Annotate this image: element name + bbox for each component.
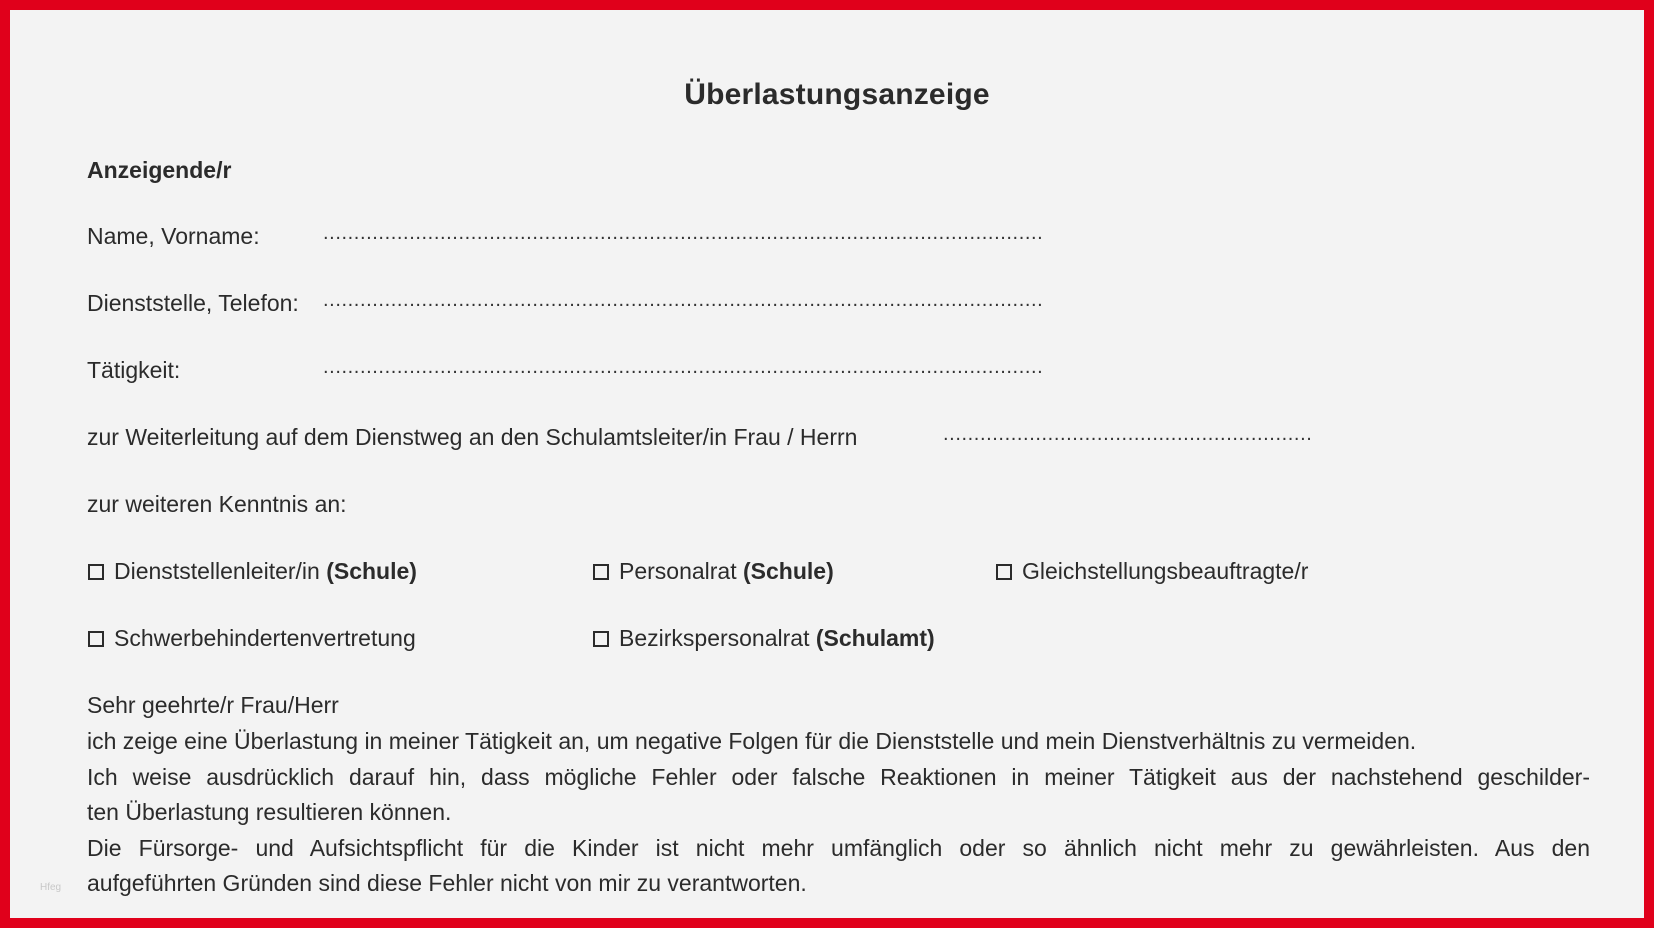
checkbox-label: Bezirkspersonalrat (619, 625, 816, 651)
paragraph-2-cont: ten Überlastung resultieren können. (87, 799, 452, 825)
forwarding-fill[interactable]: ............................................................ (943, 423, 1313, 445)
checkbox-gleichstellungsbeauftragte[interactable] (996, 557, 1308, 585)
letter-body (87, 724, 1590, 902)
document-title: Überlastungsanzeige (684, 78, 990, 111)
salutation: Sehr geehrte/r Frau/Herr (87, 692, 339, 718)
checkbox-bezirkspersonalrat[interactable] (593, 624, 935, 652)
checkbox-label: Personalrat (619, 558, 744, 584)
checkbox-label: Schwerbehindertenvertretung (114, 625, 416, 651)
field-name-fill[interactable]: ..................................................................................................................... (323, 222, 1044, 244)
paragraph-3: Die Fürsorge- und Aufsichtspflicht für die Kinder ist nicht mehr umfänglich oder so ähnlich nicht mehr zu gewährleisten. Aus den (87, 834, 1590, 861)
checkbox-box-icon[interactable] (996, 564, 1012, 580)
checkbox-box-icon[interactable] (88, 631, 104, 647)
checkbox-label: Gleichstellungsbeauftragte/r (1022, 558, 1309, 584)
paragraph-3-cont: aufgeführten Gründen sind diese Fehler nicht von mir zu verantworten. (87, 870, 807, 896)
paragraph-2: Ich weise ausdrücklich darauf hin, dass mögliche Fehler oder falsche Reaktionen in meiner Tätigkeit aus der nachstehend geschilder- (87, 763, 1590, 790)
field-office-fill[interactable]: ..................................................................................................................... (323, 289, 1044, 311)
checkbox-label-bold: (Schule) (326, 558, 417, 584)
checkbox-personalrat[interactable] (593, 557, 834, 585)
field-activity-label: Tätigkeit: (87, 357, 181, 383)
field-name-label: Name, Vorname: (87, 223, 260, 249)
checkbox-label-bold: (Schulamt) (815, 625, 935, 651)
checkbox-box-icon[interactable] (593, 631, 609, 647)
checkbox-box-icon[interactable] (593, 564, 609, 580)
checkbox-label: Dienststellenleiter/in (114, 558, 327, 584)
cc-label: zur weiteren Kenntnis an: (87, 491, 347, 517)
checkbox-label-bold: (Schule) (743, 558, 834, 584)
section-heading: Anzeigende/r (87, 157, 232, 183)
field-activity-fill[interactable]: ..................................................................................................................... (323, 356, 1044, 378)
forwarding-label: zur Weiterleitung auf dem Dienstweg an den Schulamtsleiter/in Frau / Herrn (87, 424, 858, 450)
field-office-label: Dienststelle, Telefon: (87, 290, 299, 316)
watermark: Hfeg (40, 882, 62, 893)
checkbox-box-icon[interactable] (88, 564, 104, 580)
checkbox-schwerbehindertenvertretung[interactable] (88, 624, 416, 652)
checkbox-dienststellenleiter[interactable] (88, 557, 417, 585)
document-page (10, 10, 1644, 918)
paragraph-1: ich zeige eine Überlastung in meiner Tätigkeit an, um negative Folgen für die Dienststelle und mein Dienstverhältnis zu vermeiden. (87, 728, 1417, 754)
